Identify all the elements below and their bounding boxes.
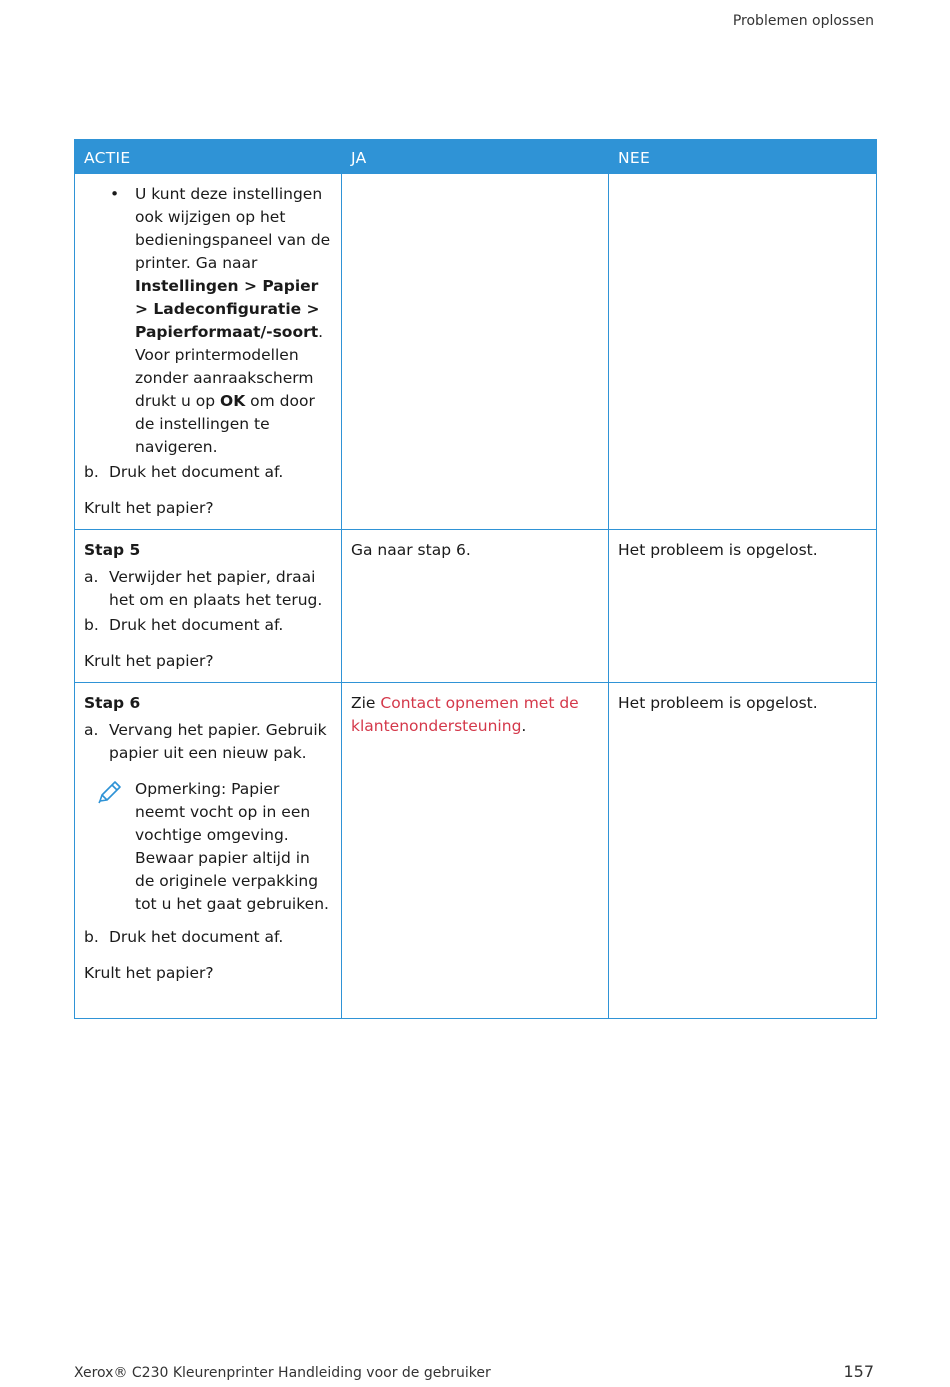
- step-a: [84, 566, 332, 612]
- no-cell: Het probleem is opgelost.: [609, 530, 877, 683]
- step-title: Stap 6: [84, 694, 141, 712]
- footer-document-title: Xerox® C230 Kleurenprinter Handleiding voor de gebruiker: [74, 1365, 491, 1381]
- column-header-ja: JA: [342, 140, 609, 174]
- no-cell: [609, 174, 877, 530]
- troubleshooting-table: [74, 139, 877, 1019]
- step-text: Druk het document af.: [109, 928, 284, 946]
- ok-button-label: OK: [220, 392, 246, 410]
- bullet-text-post: om door de instellingen te navigeren.: [135, 392, 315, 456]
- table-header-row: [75, 140, 877, 174]
- yes-text-post: .: [521, 717, 527, 735]
- step-marker: b.: [84, 928, 99, 946]
- note-text: Opmerking: Papier neemt vocht op in een vochtige omgeving. Bewaar papier altijd in de originele verpakking tot u het gaat gebruiken.: [135, 780, 329, 913]
- step-marker: a.: [84, 721, 99, 739]
- step-b: [84, 926, 332, 949]
- yes-cell: [342, 174, 609, 530]
- step-marker: b.: [84, 616, 99, 634]
- step-title: Stap 5: [84, 541, 141, 559]
- question: Krult het papier?: [84, 499, 214, 517]
- bullet-text-pre: U kunt deze instellingen ook wijzigen op het bedieningspaneel van de printer. Ga naar: [135, 185, 331, 272]
- table-row: [75, 174, 877, 530]
- note: [84, 778, 332, 916]
- action-cell: [75, 174, 342, 530]
- yes-text-pre: Zie: [351, 694, 381, 712]
- action-cell: [75, 530, 342, 683]
- page-number: 157: [843, 1362, 874, 1381]
- step-a: [84, 719, 332, 765]
- table-row: [75, 683, 877, 1019]
- menu-path: Instellingen > Papier > Ladeconfiguratie > Papierformaat/-soort: [135, 277, 320, 341]
- yes-cell: [342, 683, 609, 1019]
- column-header-actie: ACTIE: [75, 140, 342, 174]
- running-header: Problemen oplossen: [732, 13, 874, 29]
- step-text: Vervang het papier. Gebruik papier uit een nieuw pak.: [109, 721, 327, 762]
- pencil-icon: [96, 778, 124, 813]
- question: Krult het papier?: [84, 652, 214, 670]
- action-cell: [75, 683, 342, 1019]
- step-b: [84, 614, 332, 637]
- bullet-dot: •: [110, 185, 120, 203]
- step-text: Verwijder het papier, draai het om en plaats het terug.: [109, 568, 323, 609]
- bullet-item: [84, 183, 332, 459]
- bullet-text-mid: . Voor printermodellen zonder aanraakscherm drukt u op: [135, 323, 324, 410]
- step-marker: b.: [84, 463, 99, 481]
- question: Krult het papier?: [84, 964, 214, 982]
- yes-cell: Ga naar stap 6.: [342, 530, 609, 683]
- step-text: Druk het document af.: [109, 463, 284, 481]
- contact-support-link[interactable]: Contact opnemen met de klantenondersteuning: [351, 694, 579, 735]
- no-cell: Het probleem is opgelost.: [609, 683, 877, 1019]
- step-text: Druk het document af.: [109, 616, 284, 634]
- step-marker: a.: [84, 568, 99, 586]
- column-header-nee: NEE: [609, 140, 877, 174]
- table-row: [75, 530, 877, 683]
- step-b: [84, 461, 332, 484]
